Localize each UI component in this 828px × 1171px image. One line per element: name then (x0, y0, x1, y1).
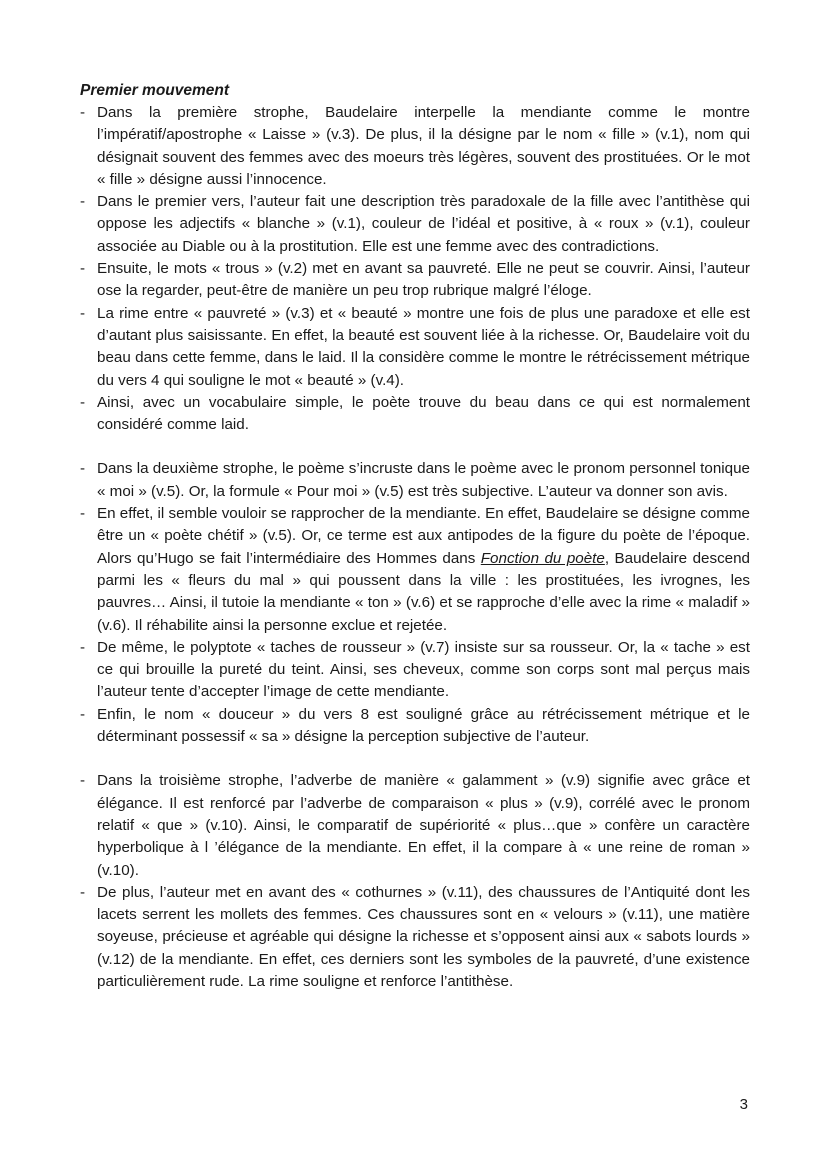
stanza-1-list (80, 102, 750, 436)
list-item: - De plus, l’auteur met en avant des « cothurnes » (v.11), des chaussures de l’Antiquité dont les lacets serrent les mollets des femmes. Ces chaussures sont en « velours » (v.11), une matière soyeuse, précieuse et agréable qui désigne la richesse et s’opposent ainsi aux « sabots lourds » (v.12) de la mendiante. En effet, ces derniers sont les symboles de la pauvreté, d’une existence particulièrement rude. La rime souligne et renforce l’antithèse. (80, 882, 750, 993)
paragraph-gap (80, 748, 750, 770)
list-item: - Dans la première strophe, Baudelaire interpelle la mendiante comme le montre l’impératif/apostrophe « Laisse » (v.3). De plus, il la désigne par le nom « fille » (v.1), nom qui désignait souvent des femmes avec des moeurs très légères, souvent des prostituées. Or le mot « fille » désigne aussi l’innocence. (80, 102, 750, 191)
work-title: Fonction du poète (480, 549, 605, 567)
list-item: - Dans le premier vers, l’auteur fait une description très paradoxale de la fille avec l’antithèse qui oppose les adjectifs « blanche » (v.1), couleur de l’idéal et positive, à « roux » (v.1), couleur associée au Diable ou à la prostitution. Elle est une femme avec des contradictions. (80, 191, 750, 258)
list-item: - Dans la deuxième strophe, le poème s’incruste dans le poème avec le pronom personnel tonique « moi » (v.5). Or, la formule « Pour moi » (v.5) est très subjective. L’auteur va donner son avis. (80, 458, 750, 503)
page-number: 3 (739, 1096, 748, 1113)
list-item: - Ainsi, avec un vocabulaire simple, le poète trouve du beau dans ce qui est normalement considéré comme laid. (80, 392, 750, 437)
list-item: - Ensuite, le mots « trous » (v.2) met en avant sa pauvreté. Elle ne peut se couvrir. Ainsi, l’auteur ose la regarder, peut-être de manière un peu trop rubrique malgré l’éloge. (80, 258, 750, 303)
list-item-text: En effet, il semble vouloir se rapprocher de la mendiante. En effet, Baudelaire se désigne comme être un « poète chétif » (v.5). Or, ce terme est aux antipodes de la figure du poète de l’époque. Alors qu’Hugo se fait l’intermédiaire des Hommes dans (97, 505, 750, 567)
list-item: - Dans la troisième strophe, l’adverbe de manière « galamment » (v.9) signifie avec grâce et élégance. Il est renforcé par l’adverbe de comparaison « plus » (v.9), corrélé avec le pronom relatif « que » (v.10). Ainsi, le comparatif de supériorité « plus…que » confère un caractère hyperbolique à l ’élégance de la mendiante. En effet, il la compare à « une reine de roman » (v.10). (80, 770, 750, 881)
section-heading: Premier mouvement (80, 82, 230, 99)
page-content (80, 80, 750, 993)
list-item (80, 503, 750, 637)
stanza-2-list (80, 458, 750, 748)
list-item-text: , Baudelaire descend parmi les « fleurs du mal » qui poussent dans la ville : les prostituées, les ivrognes, les pauvres… Ainsi, il tutoie la mendiante « ton » (v.6) et se rapproche d’elle avec la rime « maladif » (v.6). Il réhabilite ainsi la personne exclue et rejetée. (97, 549, 750, 634)
list-item: - La rime entre « pauvreté » (v.3) et « beauté » montre une fois de plus une paradoxe et elle est d’autant plus saisissante. En effet, la beauté est souvent liée à la richesse. Or, Baudelaire voit du beau dans cette femme, dans le laid. Il la considère comme le montre le rétrécissement métrique du vers 4 qui souligne le mot « beauté » (v.4). (80, 303, 750, 392)
list-item: - Enfin, le nom « douceur » du vers 8 est souligné grâce au rétrécissement métrique et le déterminant possessif « sa » désigne la perception subjective de l’auteur. (80, 704, 750, 749)
list-item: - De même, le polyptote « taches de rousseur » (v.7) insiste sur sa rousseur. Or, la « tache » est ce qui brouille la pureté du teint. Ainsi, ses cheveux, comme son corps sont mal perçus mais l’auteur tente d’accepter l’image de cette mendiante. (80, 637, 750, 704)
stanza-3-list (80, 770, 750, 993)
paragraph-gap (80, 436, 750, 458)
